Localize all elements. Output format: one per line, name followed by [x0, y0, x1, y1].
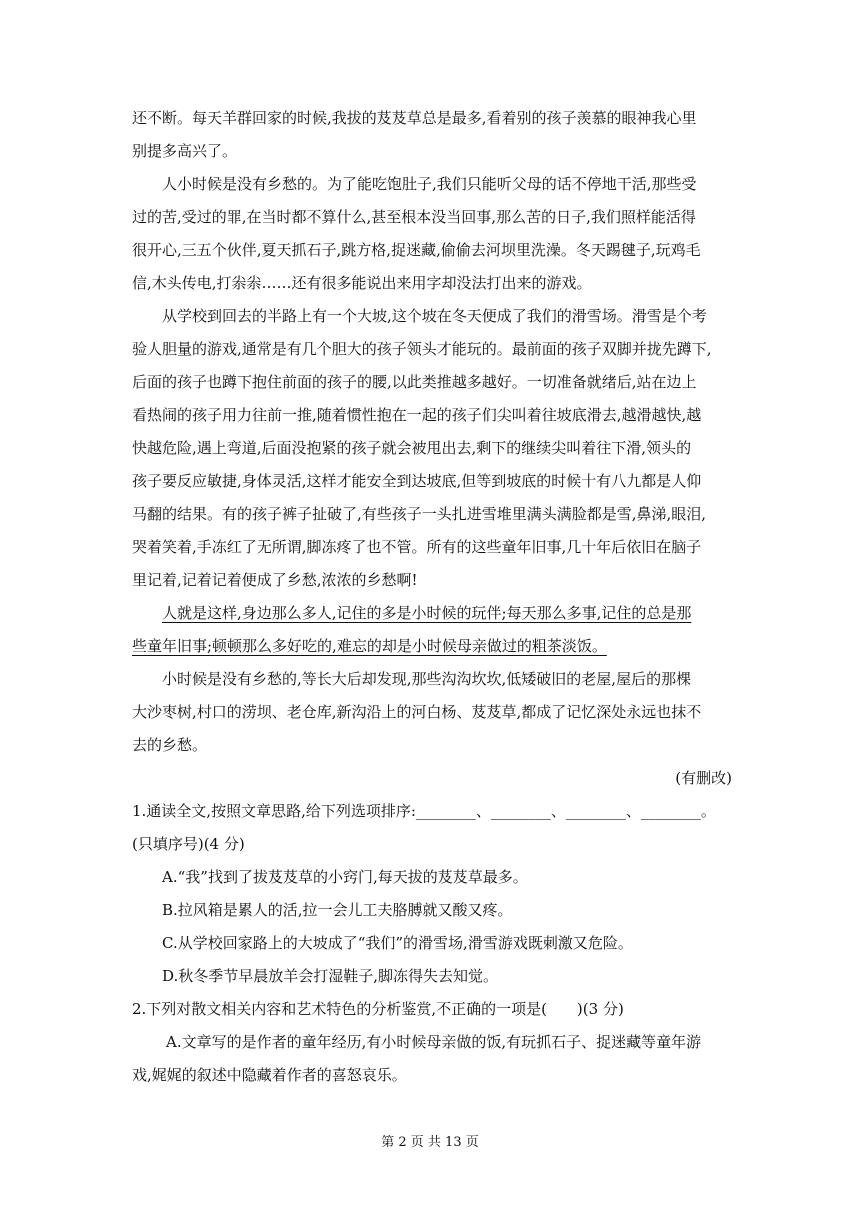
paragraph-line: 人小时候是没有乡愁的。为了能吃饱肚子,我们只能听父母的话不停地干活,那些受 — [162, 175, 697, 193]
paragraph-line: 里记着,记着记着便成了乡愁,浓浓的乡愁啊! — [132, 571, 418, 589]
paragraph-line: 很开心,三五个伙伴,夏天抓石子,跳方格,捉迷藏,偷偷去河坝里洗澡。冬天踢毽子,玩鸡毛 — [132, 241, 701, 259]
paragraph-line: 验人胆量的游戏,通常是有几个胆大的孩子领头才能玩的。最前面的孩子双脚并拢先蹲下, — [132, 340, 712, 358]
paragraph-line: 过的苦,受过的罪,在当时都不算什么,甚至根本没当回事,那么苦的日子,我们照样能活得 — [132, 208, 696, 226]
source-note: (有删改) — [675, 769, 732, 787]
underlined-line — [132, 597, 732, 630]
article-body — [132, 102, 732, 1092]
paragraph-line: 信,木头传电,打尜尜……还有很多能说出来用字却没法打出来的游戏。 — [132, 274, 592, 292]
paragraph-line: 大沙枣树,村口的涝坝、老仓库,新沟沿上的河白杨、芨芨草,都成了记忆深处永远也抹不 — [132, 703, 702, 721]
paragraph-line: 马翻的结果。有的孩子裤子扯破了,有些孩子一头扎进雪堆里满头满脸都是雪,鼻涕,眼泪, — [132, 505, 707, 523]
question-1-option-c: C.从学校回家路上的大坡成了“我们”的滑雪场,滑雪游戏既刺激又危险。 — [162, 934, 633, 952]
question-2-option-a: 戏,娓娓的叙述中隐藏着作者的喜怒哀乐。 — [132, 1066, 407, 1084]
paragraph-line: 哭着笑着,手冻红了无所谓,脚冻疼了也不管。所有的这些童年旧事,几十年后依旧在脑子 — [132, 538, 702, 556]
question-1-option-d: D.秋冬季节早晨放羊会打湿鞋子,脚冻得失去知觉。 — [162, 967, 499, 985]
paragraph-line: 看热闹的孩子用力往前一推,随着惯性抱在一起的孩子们尖叫着往坡底滑去,越滑越快,越 — [132, 406, 702, 424]
paragraph-line: 别提多高兴了。 — [132, 142, 238, 160]
question-2-stem: 2.下列对散文相关内容和艺术特色的分析鉴赏,不正确的一项是( )(3 分) — [132, 1000, 624, 1018]
paragraph-line: 从学校到回去的半路上有一个大坡,这个坡在冬天便成了我们的滑雪场。滑雪是个考 — [162, 307, 707, 325]
page-footer: 第 2 页 共 13 页 — [381, 1135, 479, 1150]
underlined-text: 人就是这样,身边那么多人,记住的多是小时候的玩伴;每天那么多事,记住的总是那 — [162, 604, 692, 622]
question-1-stem: (只填序号)(4 分) — [132, 835, 245, 853]
paragraph-line: 还不断。每天羊群回家的时候,我拔的芨芨草总是最多,看着别的孩子羡慕的眼神我心里 — [132, 109, 697, 127]
paragraph-line: 小时候是没有乡愁的,等长大后却发现,那些沟沟坎坎,低矮破旧的老屋,屋后的那棵 — [162, 670, 692, 688]
question-2-option-a: A.文章写的是作者的童年经历,有小时候母亲做的饭,有玩抓石子、捉迷藏等童年游 — [166, 1033, 702, 1051]
paragraph-line: 后面的孩子也蹲下抱住前面的孩子的腰,以此类推越多越好。一切准备就绪后,站在边上 — [132, 373, 697, 391]
underlined-line — [132, 630, 732, 663]
paragraph-line: 快越危险,遇上弯道,后面没抱紧的孩子就会被甩出去,剩下的继续尖叫着往下滑,领头的 — [132, 439, 692, 457]
question-1-stem: 1.通读全文,按照文章思路,给下列选项排序:________、________、________、________。 — [132, 802, 716, 820]
question-1-option-a: A.“我”找到了拔芨芨草的小窍门,每天拔的芨芨草最多。 — [162, 868, 528, 886]
question-1-option-b: B.拉风箱是累人的活,拉一会儿工夫胳膊就又酸又疼。 — [162, 901, 513, 919]
paragraph-line: 去的乡愁。 — [132, 736, 208, 754]
underlined-text: 些童年旧事;顿顿那么多好吃的,难忘的却是小时候母亲做过的粗茶淡饭。 — [132, 637, 607, 655]
paragraph-line: 孩子要反应敏捷,身体灵活,这样才能安全到达坡底,但等到坡底的时候十有八九都是人仰 — [132, 472, 702, 490]
